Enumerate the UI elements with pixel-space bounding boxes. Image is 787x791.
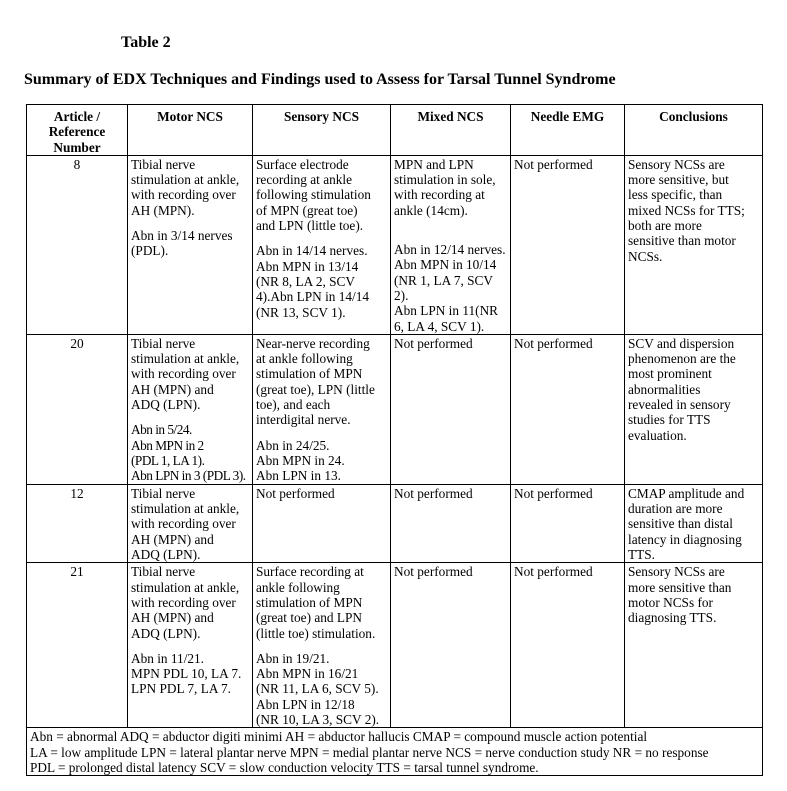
needle-emg-cell: Not performed [511, 334, 625, 484]
reference-cell: 12 [27, 484, 128, 562]
needle-emg-cell: Not performed [511, 484, 625, 562]
conclusions-cell: Sensory NCSs are more sensitive, but less specific, than mixed NCSs for TTS; both are more sensitive than motor NCSs. [625, 155, 763, 334]
column-header-conclusions: Conclusions [625, 105, 763, 156]
table-row [27, 334, 763, 484]
reference-cell: 20 [27, 334, 128, 484]
reference-cell: 21 [27, 563, 128, 728]
column-header-needle-emg: Needle EMG [511, 105, 625, 156]
conclusions-cell: Sensory NCSs are more sensitive than motor NCSs for diagnosing TTS. [625, 563, 763, 728]
needle-emg-cell: Not performed [511, 563, 625, 728]
motor-ncs-cell: Tibial nerve stimulation at ankle, with recording over AH (MPN) and ADQ (LPN). [128, 484, 253, 562]
summary-table [26, 104, 763, 776]
legend-line: Abn = abnormal ADQ = abductor digiti minimi AH = abductor hallucis CMAP = compound muscle action potential [30, 729, 648, 745]
conclusions-cell: SCV and dispersion phenomenon are the most prominent abnormalities revealed in sensory studies for TTS evaluation. [625, 334, 763, 484]
column-header-motor-ncs: Motor NCS [128, 105, 253, 156]
column-header-sensory-ncs: Sensory NCS [253, 105, 391, 156]
table-row [27, 563, 763, 728]
motor-ncs-cell: Tibial nerve stimulation at ankle, with recording over AH (MPN) and ADQ (LPN). Abn in 5/24. Abn MPN in 2 (PDL 1, LA 1). Abn LPN in 3 (PDL 3). [128, 334, 253, 484]
header-row [27, 105, 763, 156]
abbreviation-legend [27, 728, 763, 776]
mixed-ncs-cell: Not performed [391, 334, 511, 484]
conclusions-cell: CMAP amplitude and duration are more sensitive than distal latency in diagnosing TTS. [625, 484, 763, 562]
needle-emg-cell: Not performed [511, 155, 625, 334]
motor-ncs-cell: Tibial nerve stimulation at ankle, with recording over AH (MPN) and ADQ (LPN). Abn in 11/21. MPN PDL 10, LA 7. LPN PDL 7, LA 7. [128, 563, 253, 728]
legend-line: LA = low amplitude LPN = lateral plantar nerve MPN = medial plantar nerve NCS = nerve conduction study NR = no response [30, 744, 709, 760]
legend-row [27, 728, 763, 776]
column-header-mixed-ncs: Mixed NCS [391, 105, 511, 156]
mixed-ncs-cell: Not performed [391, 484, 511, 562]
sensory-ncs-cell: Surface recording at ankle following stimulation of MPN (great toe) and LPN (little toe) stimulation. Abn in 19/21. Abn MPN in 16/21 (NR 11, LA 6, SCV 5). Abn LPN in 12/18 (NR 10, LA 3, SCV 2). [253, 563, 391, 728]
reference-cell: 8 [27, 155, 128, 334]
table-row [27, 484, 763, 562]
table-row [27, 155, 763, 334]
motor-ncs-cell: Tibial nerve stimulation at ankle, with recording over AH (MPN). Abn in 3/14 nerves (PDL). [128, 155, 253, 334]
mixed-ncs-cell: MPN and LPN stimulation in sole, with recording at ankle (14cm). Abn in 12/14 nerves. Abn MPN in 10/14 (NR 1, LA 7, SCV 2). Abn LPN in 11(NR 6, LA 4, SCV 1). [391, 155, 511, 334]
sensory-ncs-cell: Not performed [253, 484, 391, 562]
table-label: Table 2 [121, 34, 171, 51]
mixed-ncs-cell: Not performed [391, 563, 511, 728]
column-header-reference: Article / Reference Number [27, 105, 128, 156]
table-title: Summary of EDX Techniques and Findings used to Assess for Tarsal Tunnel Syndrome [24, 71, 616, 88]
sensory-ncs-cell: Surface electrode recording at ankle following stimulation of MPN (great toe) and LPN (little toe). Abn in 14/14 nerves. Abn MPN in 13/14 (NR 8, LA 2, SCV 4).Abn LPN in 14/14 (NR 13, SCV 1). [253, 155, 391, 334]
sensory-ncs-cell: Near-nerve recording at ankle following stimulation of MPN (great toe), LPN (little toe), and each interdigital nerve. Abn in 24/25. Abn MPN in 24. Abn LPN in 13. [253, 334, 391, 484]
legend-line: PDL = prolonged distal latency SCV = slow conduction velocity TTS = tarsal tunnel syndrome. [30, 759, 539, 775]
